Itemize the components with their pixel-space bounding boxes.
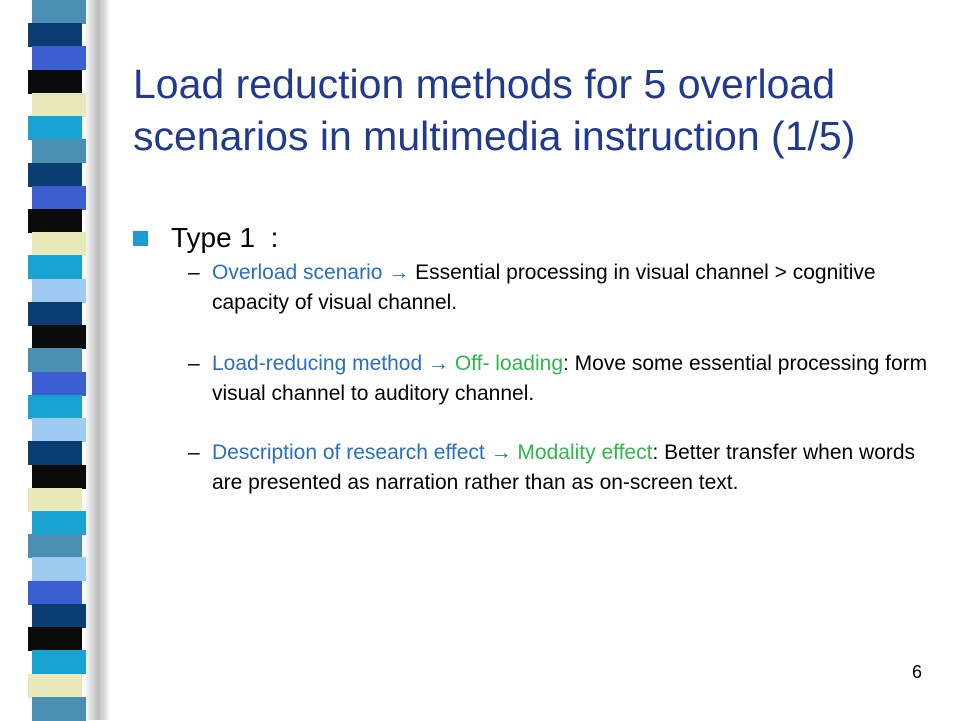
stripe-block <box>28 23 82 47</box>
sub-item-load-reducing-method <box>188 349 928 409</box>
stripe-block <box>32 325 86 349</box>
stripe-block <box>28 674 82 698</box>
bullet-label: Type 1 : <box>171 222 279 253</box>
stripe-block <box>32 279 86 303</box>
stripe-block <box>32 0 86 24</box>
overload-scenario-text: Essential processing in visual channel > cognitive capacity of visual channel. <box>212 261 876 314</box>
load-reducing-method-text: : Move some essential processing form visual channel to auditory channel. <box>212 352 928 405</box>
stripe-block <box>32 465 86 489</box>
dash-marker: – <box>188 352 200 375</box>
stripe-block <box>28 395 82 419</box>
stripe-block <box>32 46 86 70</box>
stripe-block <box>28 534 82 558</box>
stripe-block <box>28 441 82 465</box>
stripe-block <box>32 557 86 581</box>
stripe-block <box>32 697 86 721</box>
off-loading-term: Off- loading <box>454 352 564 375</box>
dash-marker: – <box>188 441 200 464</box>
stripe-block <box>28 163 82 187</box>
stripe-block <box>32 418 86 442</box>
stripe-block <box>32 372 86 396</box>
dash-marker: – <box>188 261 200 284</box>
arrow-icon: → <box>422 352 455 375</box>
stripe-block <box>28 627 82 651</box>
sub-item-research-effect <box>188 438 928 498</box>
sub-item-overload-scenario <box>188 258 928 318</box>
stripe-block <box>32 186 86 210</box>
stripe-block <box>28 209 82 233</box>
stripe-block <box>32 139 86 163</box>
load-reducing-method-label: Load-reducing method <box>212 352 423 375</box>
stripe-block <box>28 255 82 279</box>
stripe-block <box>32 604 86 628</box>
slide-title: Load reduction methods for 5 overload scenarios in multimedia instruction (1/5) <box>133 61 856 159</box>
arrow-icon: → <box>382 261 416 284</box>
stripe-block <box>32 93 86 117</box>
research-effect-text: : Better transfer when words are presented as narration rather than as on-screen text. <box>212 441 916 494</box>
stripe-block <box>28 302 82 326</box>
stripe-block <box>28 581 82 605</box>
stripe-block <box>28 348 82 372</box>
stripe-block <box>28 70 82 94</box>
decorative-stripe <box>0 0 110 720</box>
page-number: 6 <box>912 662 923 682</box>
overload-scenario-label: Overload scenario <box>212 261 383 284</box>
stripe-block <box>28 116 82 140</box>
square-bullet-icon <box>133 231 148 246</box>
arrow-icon: → <box>484 441 518 464</box>
bullet-type-1 <box>133 216 278 260</box>
stripe-block <box>32 232 86 256</box>
stripe-blocks <box>28 0 86 720</box>
stripe-block <box>32 511 86 535</box>
research-effect-label: Description of research effect <box>212 441 485 464</box>
stripe-block <box>32 650 86 674</box>
modality-effect-term: Modality effect <box>517 441 653 464</box>
stripe-block <box>28 488 82 512</box>
